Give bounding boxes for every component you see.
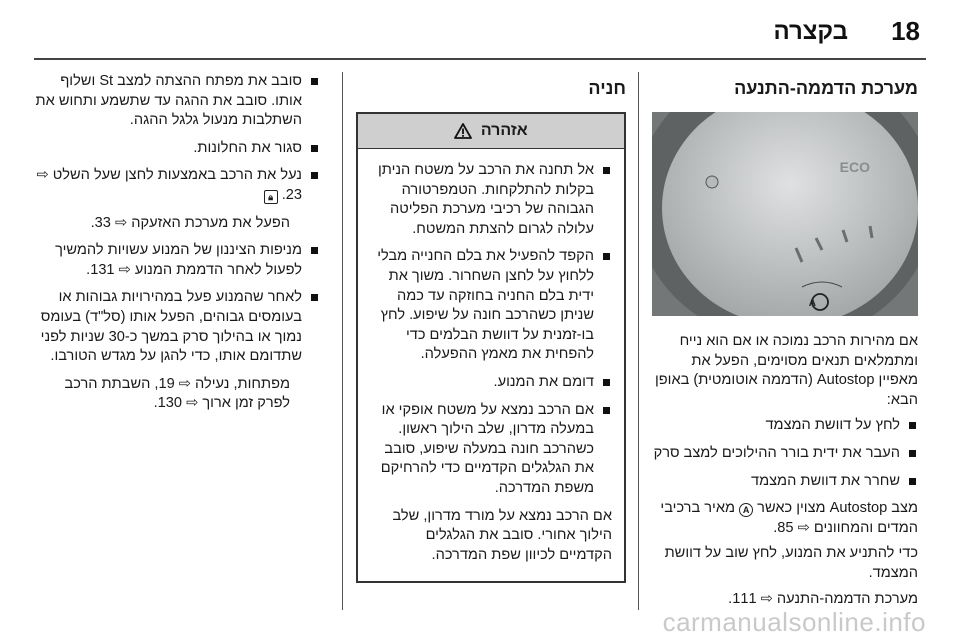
list-item-text: נעל את הרכב באמצעות לחצן שעל השלט ⇨ 23. <box>36 167 302 203</box>
lock-icon: 🔒︎ <box>264 190 278 204</box>
autostop-reference: ברכיבי המדים והמחוונים ⇨ 85. <box>660 500 918 536</box>
warning-title: אזהרה <box>480 122 528 139</box>
list-item: הקפד להפעיל את בלם החנייה מבלי ללחוץ על לחצן השחרור. משוך את ידית בלם החניה בחוזקה עד כמה שניתן כשהרכב חונה על שיפוע. לחץ בו-זמנית על דוושת הבלמים כדי להפחית את מאמץ ההפעלה. <box>370 247 612 365</box>
autostop-indicator-icon: A <box>739 503 753 517</box>
column-divider <box>638 72 639 610</box>
middle-column <box>356 72 626 583</box>
warning-triangle-icon <box>454 123 472 139</box>
warning-header <box>358 114 624 149</box>
section-title-parking: חניה <box>588 78 626 98</box>
list-item: מניפות הציננון של המנוע עשויות להמשיך לפעול לאחר הדממת המנוע ⇨ 131. <box>34 241 320 280</box>
chapter-title: בקצרה <box>773 18 848 45</box>
list-item: לחץ על דוושת המצמד <box>648 416 918 436</box>
list-item <box>34 166 320 205</box>
list-item: דומם את המנוע. <box>370 373 612 393</box>
watermark: carmanualsonline.info <box>662 607 926 637</box>
list-item <box>34 72 320 131</box>
right-column <box>648 72 918 615</box>
intro-paragraph: אם מהירות הרכב נמוכה או אם הוא נייח ומתמלאים תנאים מסוימים, הפעל את מאפיין Autostop (הדממה אוטומטית) באופן הבא: <box>654 333 918 408</box>
list-item: העבר את ידית בורר ההילוכים למצב סרק <box>648 444 918 464</box>
section-title-start-stop: מערכת הדממה-התנעה <box>734 78 918 98</box>
autostop-text-2: מאיר <box>704 500 736 517</box>
page-header <box>0 0 960 60</box>
left-column <box>34 72 320 422</box>
list-item: לאחר שהמנוע פעל במהירויות גבוהות או בעומסים גבוהים, הפעל אותו (סל"ד) בעומס נמוך או בהילוך סרק במשך כ-30 שניות לפני שתדומם אותו, כדי להגן על מגדש הטורבו. <box>34 288 320 366</box>
list-item: אל תחנה את הרכב על משטח הניתן בקלות להתלקחות. הטמפרטורה הגבוהה של רכיבי מערכת הפליטה עלולה לגרום להצתת המשטח. <box>370 161 612 239</box>
list-item-text: סובב את מפתח ההצתה למצב St ושלוף אותו. סובב את ההגה עד שתשמע ותחוש את השתלבות מנעול גלגל ההגה. <box>35 73 302 129</box>
svg-text:ECO: ECO <box>839 159 870 175</box>
warning-box <box>356 112 626 583</box>
warning-body <box>358 149 624 581</box>
list-item: סגור את החלונות. <box>34 139 320 159</box>
reference-line: מערכת הדממה-התנעה ⇨ 111. <box>728 590 918 607</box>
gauge-illustration <box>652 112 918 316</box>
list-item: אם הרכב נמצא על מורד מדרון, שלב הילוך אחורי. סובב את הגלגלים הקדמיים לכיוון שפת המדרכה. <box>392 507 612 563</box>
instrument-cluster-image <box>652 112 918 316</box>
list-item: אם הרכב נמצא על משטח אופקי או במעלה מדרון, שלב הילוך ראשון. כשהרכב חונה במעלה שיפוע, סובב את הגלגלים הקדמיים כדי להרחיקם משפת המדרכה. <box>370 401 612 499</box>
restart-paragraph: כדי להתניע את המנוע, לחץ שוב על דוושת המצמד. <box>664 545 918 581</box>
page-number: 18 <box>891 16 920 46</box>
alarm-reference: הפעל את מערכת האזעקה ⇨ 33. <box>90 214 290 231</box>
autostop-paragraph <box>648 499 918 538</box>
svg-text:A: A <box>808 298 816 309</box>
column-divider <box>342 72 343 610</box>
header-divider <box>34 58 926 60</box>
autostop-text: מצב Autostop מצוין כאשר <box>757 500 918 517</box>
keys-reference: מפתחות, נעילה ⇨ 19, השבתת הרכב לפרק זמן ארוך ⇨ 130. <box>64 375 290 412</box>
list-item: שחרר את דוושת המצמד <box>648 472 918 492</box>
